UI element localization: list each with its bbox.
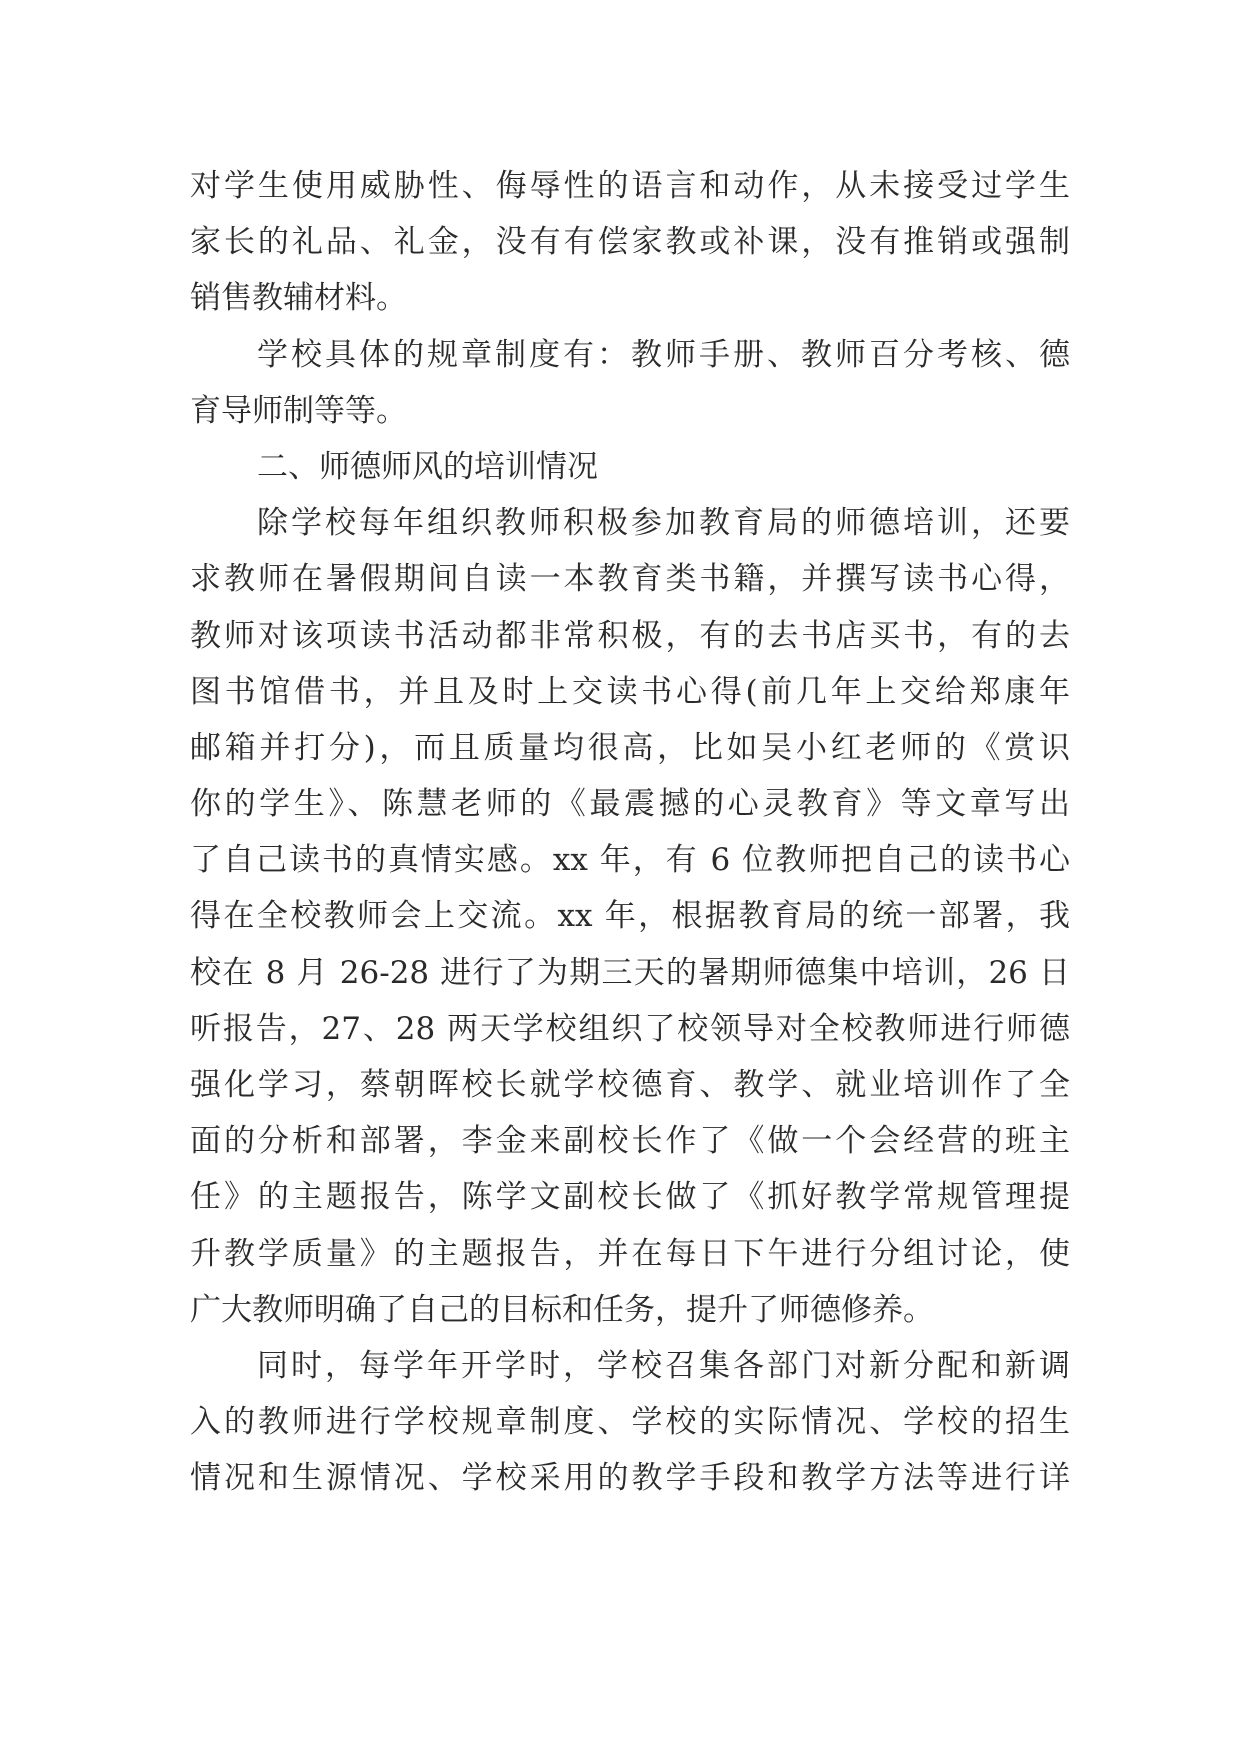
body-text — [190, 158, 1070, 1507]
text-line: 入的教师进行学校规章制度、学校的实际情况、学校的招生 — [190, 1404, 1070, 1441]
text-line: 对学生使用威胁性、侮辱性的语言和动作，从未接受过学生 — [190, 168, 1070, 204]
text-line: 校在 8 月 26-28 进行了为期三天的暑期师德集中培训，26 日 — [190, 954, 1070, 991]
text-line: 图书馆借书，并且及时上交读书心得(前几年上交给郑康年 — [190, 673, 1070, 710]
text-line: 求教师在暑假期间自读一本教育类书籍，并撰写读书心得， — [190, 561, 1070, 598]
text-line: 得在全校教师会上交流。xx 年，根据教育局的统一部署，我 — [190, 898, 1070, 935]
text-line: 广大教师明确了自己的目标和任务，提升了师德修养。 — [190, 1291, 934, 1328]
text-line: 情况和生源情况、学校采用的教学手段和教学方法等进行详 — [190, 1460, 1070, 1497]
text-line: 教师对该项读书活动都非常积极，有的去书店买书，有的去 — [190, 617, 1070, 654]
text-line: 强化学习，蔡朝晖校长就学校德育、教学、就业培训作了全 — [190, 1067, 1070, 1103]
text-line: 了自己读书的真情实感。xx 年，有 6 位教师把自己的读书心 — [190, 842, 1070, 879]
text-line: 邮箱并打分)，而且质量均很高，比如吴小红老师的《赏识 — [190, 729, 1070, 766]
paragraph-first-line: 同时，每学年开学时，学校召集各部门对新分配和新调 — [257, 1347, 1070, 1384]
text-line: 销售教辅材料。 — [190, 280, 407, 317]
text-line: 升教学质量》的主题报告，并在每日下午进行分组讨论，使 — [190, 1235, 1070, 1272]
text-line: 你的学生》、陈慧老师的《最震撼的心灵教育》等文章写出 — [190, 786, 1070, 823]
paragraph-first-line: 学校具体的规章制度有：教师手册、教师百分考核、德 — [257, 336, 1070, 373]
text-line: 任》的主题报告，陈学文副校长做了《抓好教学常规管理提 — [190, 1179, 1070, 1216]
paragraph-first-line: 除学校每年组织教师积极参加教育局的师德培训，还要 — [257, 505, 1070, 542]
text-line: 面的分析和部署，李金来副校长作了《做一个会经营的班主 — [190, 1123, 1070, 1160]
text-line: 听报告，27、28 两天学校组织了校领导对全校教师进行师德 — [190, 1010, 1070, 1047]
text-line: 家长的礼品、礼金，没有有偿家教或补课，没有推销或强制 — [190, 224, 1070, 261]
section-heading: 二、师德师风的培训情况 — [257, 448, 598, 485]
text-line: 育导师制等等。 — [190, 392, 407, 429]
